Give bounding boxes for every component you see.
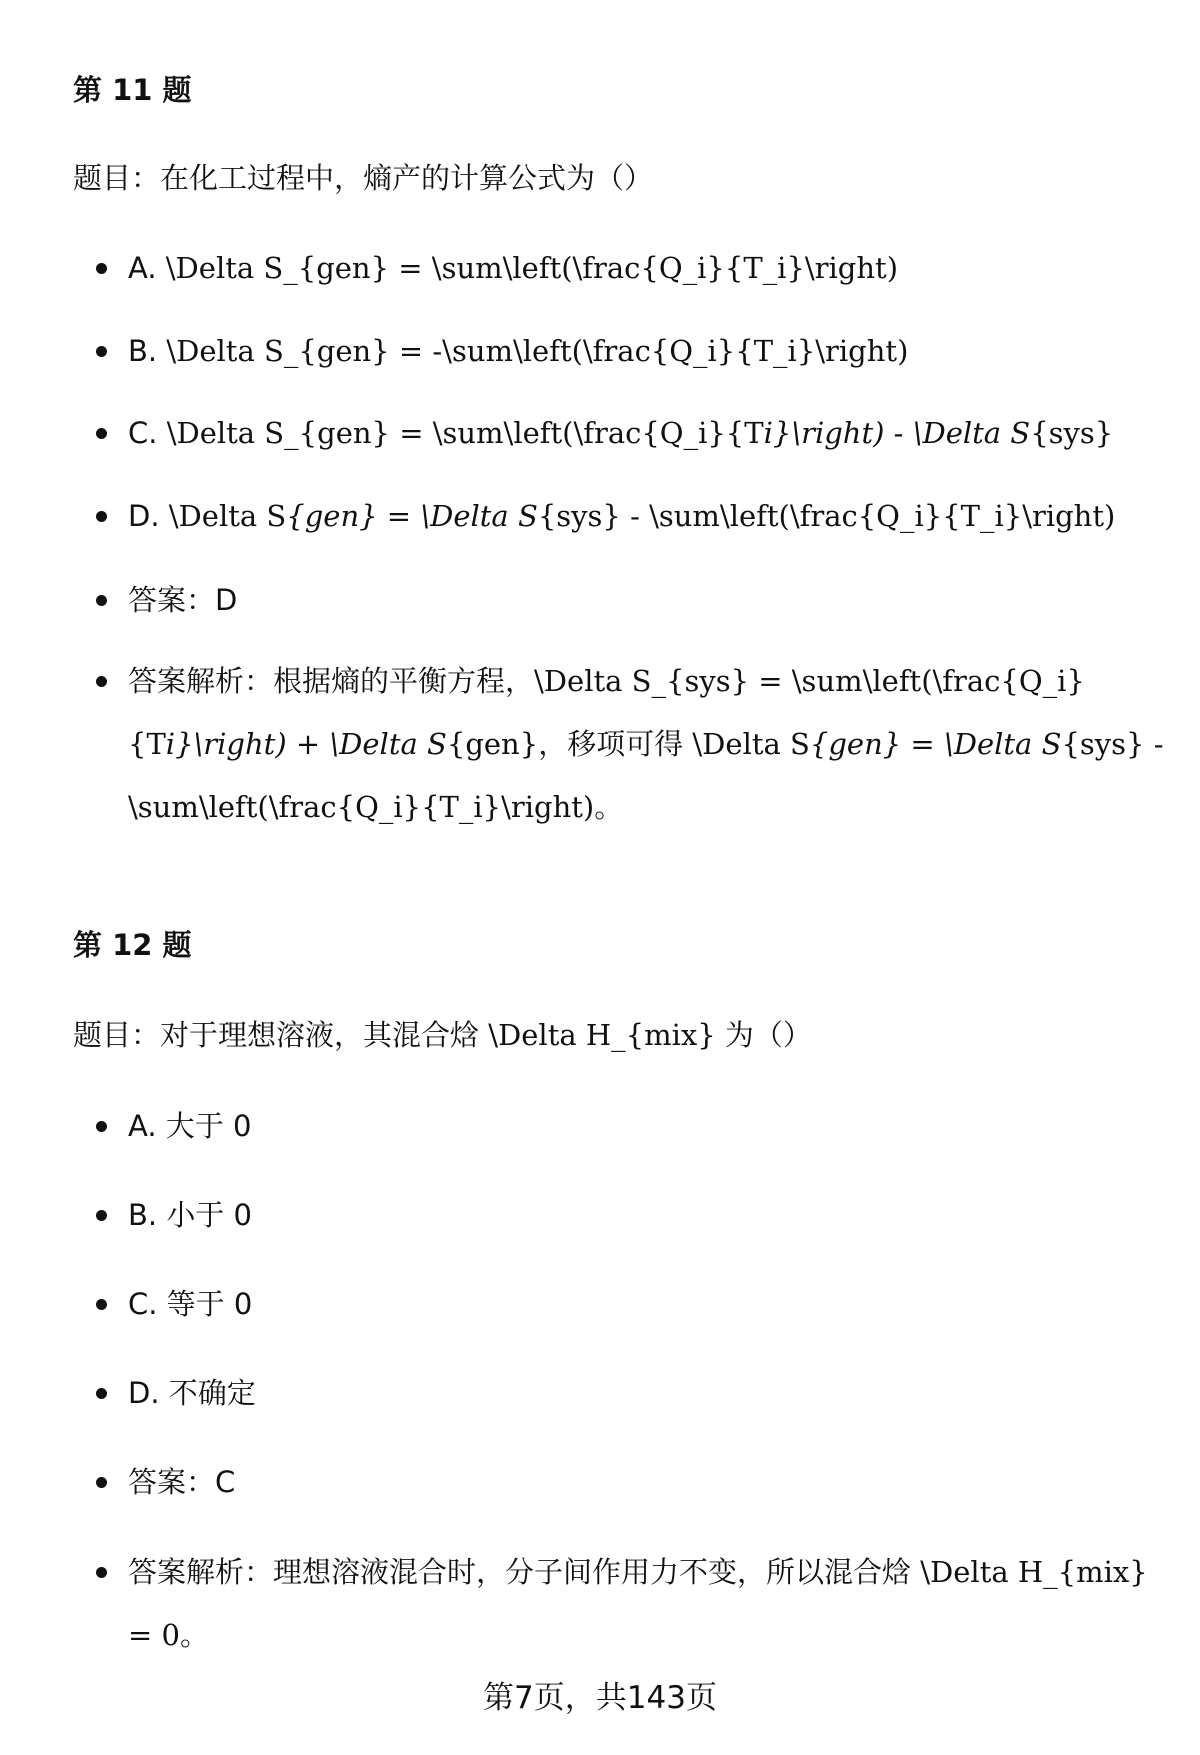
option-math: \Delta S_{gen} = -\sum\left(\frac{Q_i}{T_i}\right) (166, 334, 909, 368)
analysis-math: = 0 (128, 1618, 180, 1652)
question-12-stem (73, 1015, 812, 1055)
question-11-title: 第 11 题 (73, 73, 192, 107)
analysis-math: \Delta H_{mix} (920, 1555, 1148, 1589)
bullet-icon (96, 1121, 107, 1132)
option-math-italic: {gen} = \Delta S (286, 499, 538, 533)
option-letter: C. (128, 416, 167, 450)
option-letter: A. (128, 251, 166, 285)
question-12-answer: 答案：C (128, 1465, 236, 1499)
analysis-label: 答案解析：根据熵的平衡方程， (128, 664, 535, 698)
question-11-answer: 答案：D (128, 583, 238, 617)
bullet-icon (96, 428, 107, 439)
analysis-text: ，移项可得 (538, 727, 693, 761)
analysis-label: 答案解析：理想溶液混合时，分子间作用力不变，所以混合焓 (128, 1555, 921, 1589)
analysis-end: 。 (179, 1618, 209, 1652)
question-11-analysis (128, 650, 1168, 839)
analysis-math-italic: i}\right) + \Delta S (165, 727, 447, 761)
bullet-icon (96, 1567, 107, 1578)
bullet-icon (96, 346, 107, 357)
stem-prefix: 题目：对于理想溶液，其混合焓 (73, 1018, 489, 1052)
analysis-math: \Delta S (692, 727, 810, 761)
option-math-italic: i}\right) - \Delta S (763, 416, 1031, 450)
bullet-icon (96, 1477, 107, 1488)
analysis-math: {gen} (446, 727, 539, 761)
option-math: \Delta S_{gen} = \sum\left(\frac{Q_i}{T_i}\right) (165, 251, 899, 285)
analysis-math: \sum\left(\frac{Q_i}{T_i}\right) (128, 790, 595, 824)
bullet-icon (96, 511, 107, 522)
stem-suffix: 为（） (715, 1018, 812, 1052)
bullet-icon (96, 1388, 107, 1399)
option-d: D. 不确定 (128, 1376, 256, 1410)
option-math: {sys} - \sum\left(\frac{Q_i}{T_i}\right) (537, 499, 1116, 533)
option-letter: D. (128, 499, 169, 533)
bullet-icon (96, 595, 107, 606)
stem-math: \Delta H_{mix} (488, 1018, 716, 1052)
option-b: B. 小于 0 (128, 1198, 253, 1232)
analysis-math: {sys} - (1061, 727, 1164, 761)
stem-prefix: 题目： (73, 161, 161, 195)
option-math: \Delta S (168, 499, 287, 533)
bullet-icon (96, 263, 107, 274)
option-math: {sys} (1030, 416, 1114, 450)
option-a (128, 248, 898, 288)
option-letter: B. (128, 334, 167, 368)
page-footer: 第7页，共143页 (483, 1680, 717, 1716)
option-a: A. 大于 0 (128, 1109, 252, 1143)
analysis-math-italic: {gen} = \Delta S (809, 727, 1062, 761)
bullet-icon (96, 676, 107, 687)
option-math: \Delta S_{gen} = \sum\left(\frac{Q_i}{T (166, 416, 764, 450)
analysis-end: 。 (594, 790, 624, 824)
bullet-icon (96, 1210, 107, 1221)
option-b (128, 331, 908, 371)
stem-text: 在化工过程中，熵产的计算公式为（） (160, 161, 654, 195)
question-12-title: 第 12 题 (73, 928, 192, 962)
analysis-math: \Delta S_{sys} = \sum\left(\frac{Q_i} (534, 664, 1085, 698)
question-11-stem (73, 158, 653, 198)
analysis-math: {T (128, 727, 166, 761)
bullet-icon (96, 1299, 107, 1310)
option-d (128, 496, 1115, 536)
option-c (128, 413, 1113, 453)
question-12-analysis (128, 1541, 1168, 1667)
option-c: C. 等于 0 (128, 1287, 253, 1321)
